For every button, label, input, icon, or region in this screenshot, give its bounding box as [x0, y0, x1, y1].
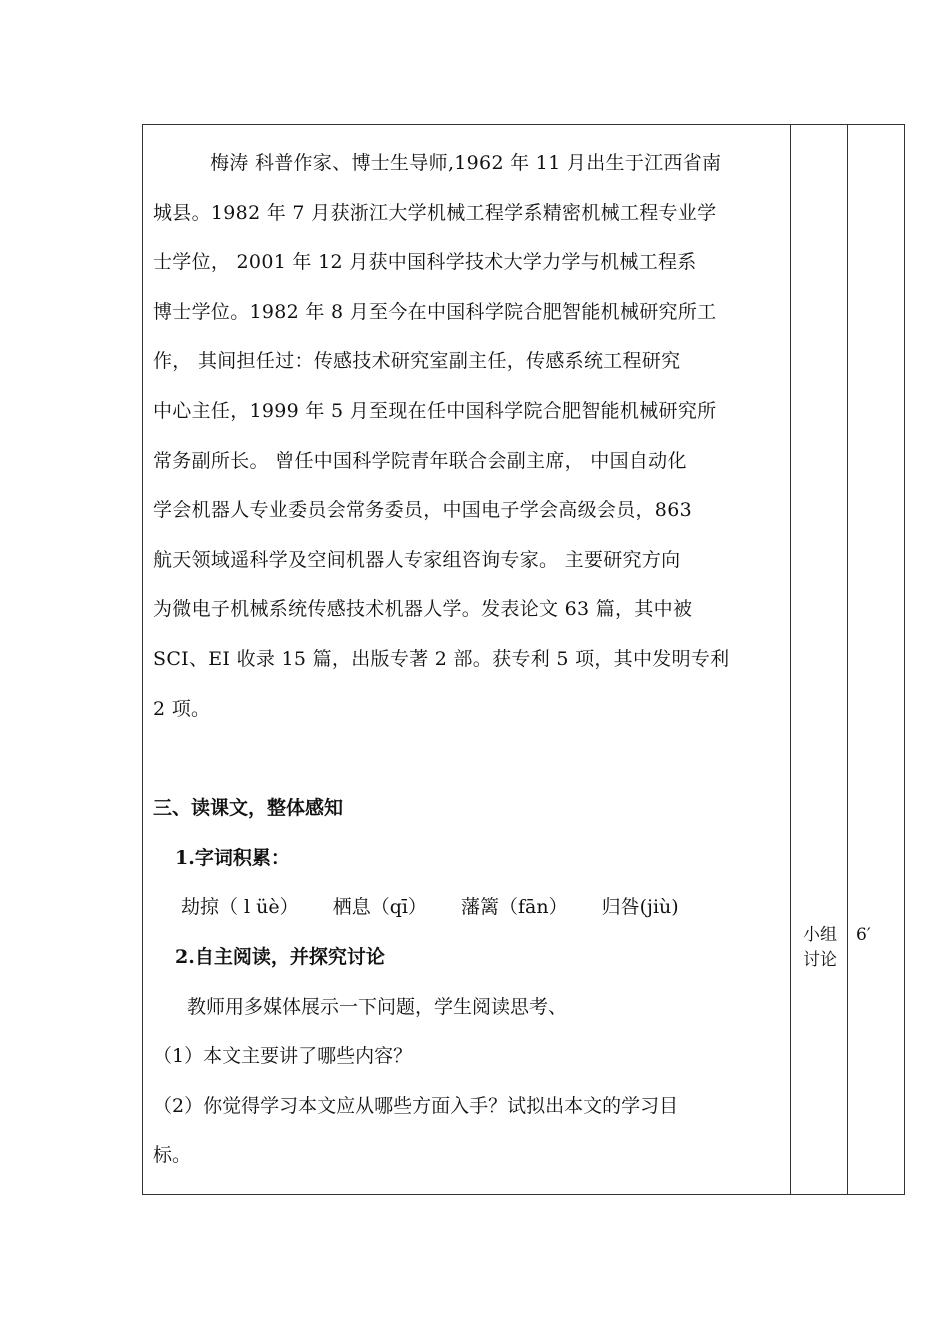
vocab-item: 归咎(jiù)	[601, 896, 679, 919]
vocab-item: 藩篱（fān）	[460, 896, 568, 919]
vocab-item: 劫掠（ l üè）	[181, 896, 299, 919]
section-heading: 三、读课文，整体感知	[153, 797, 344, 820]
activity-cell	[803, 923, 837, 973]
activity-label: 讨论	[803, 950, 837, 970]
column-divider	[790, 125, 791, 1194]
teacher-instruction: 教师用多媒体展示一下问题，学生阅读思考、	[187, 995, 568, 1018]
activity-label: 小组	[803, 925, 837, 945]
bio-line: 2 项。	[153, 697, 211, 720]
bio-line: 中心主任，1999 年 5 月至现在任中国科学院合肥智能机械研究所	[153, 399, 717, 422]
column-divider	[847, 125, 848, 1194]
author-bio	[153, 139, 778, 734]
bio-line: 城县。1982 年 7 月获浙江大学机械工程学系精密机械工程专业学	[153, 201, 717, 224]
bio-line: 作， 其间担任过：传感技术研究室副主任，传感系统工程研究	[153, 350, 681, 373]
time-cell: 6′	[856, 925, 871, 945]
question-2: （2）你觉得学习本文应从哪些方面入手？试拟出本文的学习目	[153, 1094, 679, 1117]
vocab-item: 栖息（qī）	[332, 896, 427, 919]
bio-line: 常务副所长。 曾任中国科学院青年联合会副主席， 中国自动化	[153, 449, 687, 472]
bio-line: 为微电子机械系统传感技术机器人学。发表论文 63 篇，其中被	[153, 598, 693, 621]
vocab-heading: 1.字词积累：	[175, 846, 290, 869]
bio-line: 梅涛 科普作家、博士生导师,1962 年 11 月出生于江西省南	[210, 152, 722, 174]
bio-line: 博士学位。1982 年 8 月至今在中国科学院合肥智能机械研究所工	[153, 300, 717, 323]
lesson-table	[142, 124, 905, 1195]
bio-line: 学会机器人专业委员会常务委员，中国电子学会高级会员，863	[153, 499, 692, 522]
question-2-continued: 标。	[153, 1144, 192, 1167]
question-1: （1）本文主要讲了哪些内容？	[153, 1045, 413, 1068]
reading-heading: 2.自主阅读，并探究讨论	[175, 945, 385, 968]
vocab-list	[153, 883, 778, 933]
content-cell	[153, 139, 778, 1181]
bio-line: SCI、EI 收录 15 篇，出版专著 2 部。获专利 5 项，其中发明专利	[153, 647, 730, 670]
bio-line: 士学位， 2001 年 12 月获中国科学技术大学力学与机械工程系	[153, 251, 697, 274]
bio-line: 航天领域遥科学及空间机器人专家组咨询专家。 主要研究方向	[153, 548, 681, 571]
